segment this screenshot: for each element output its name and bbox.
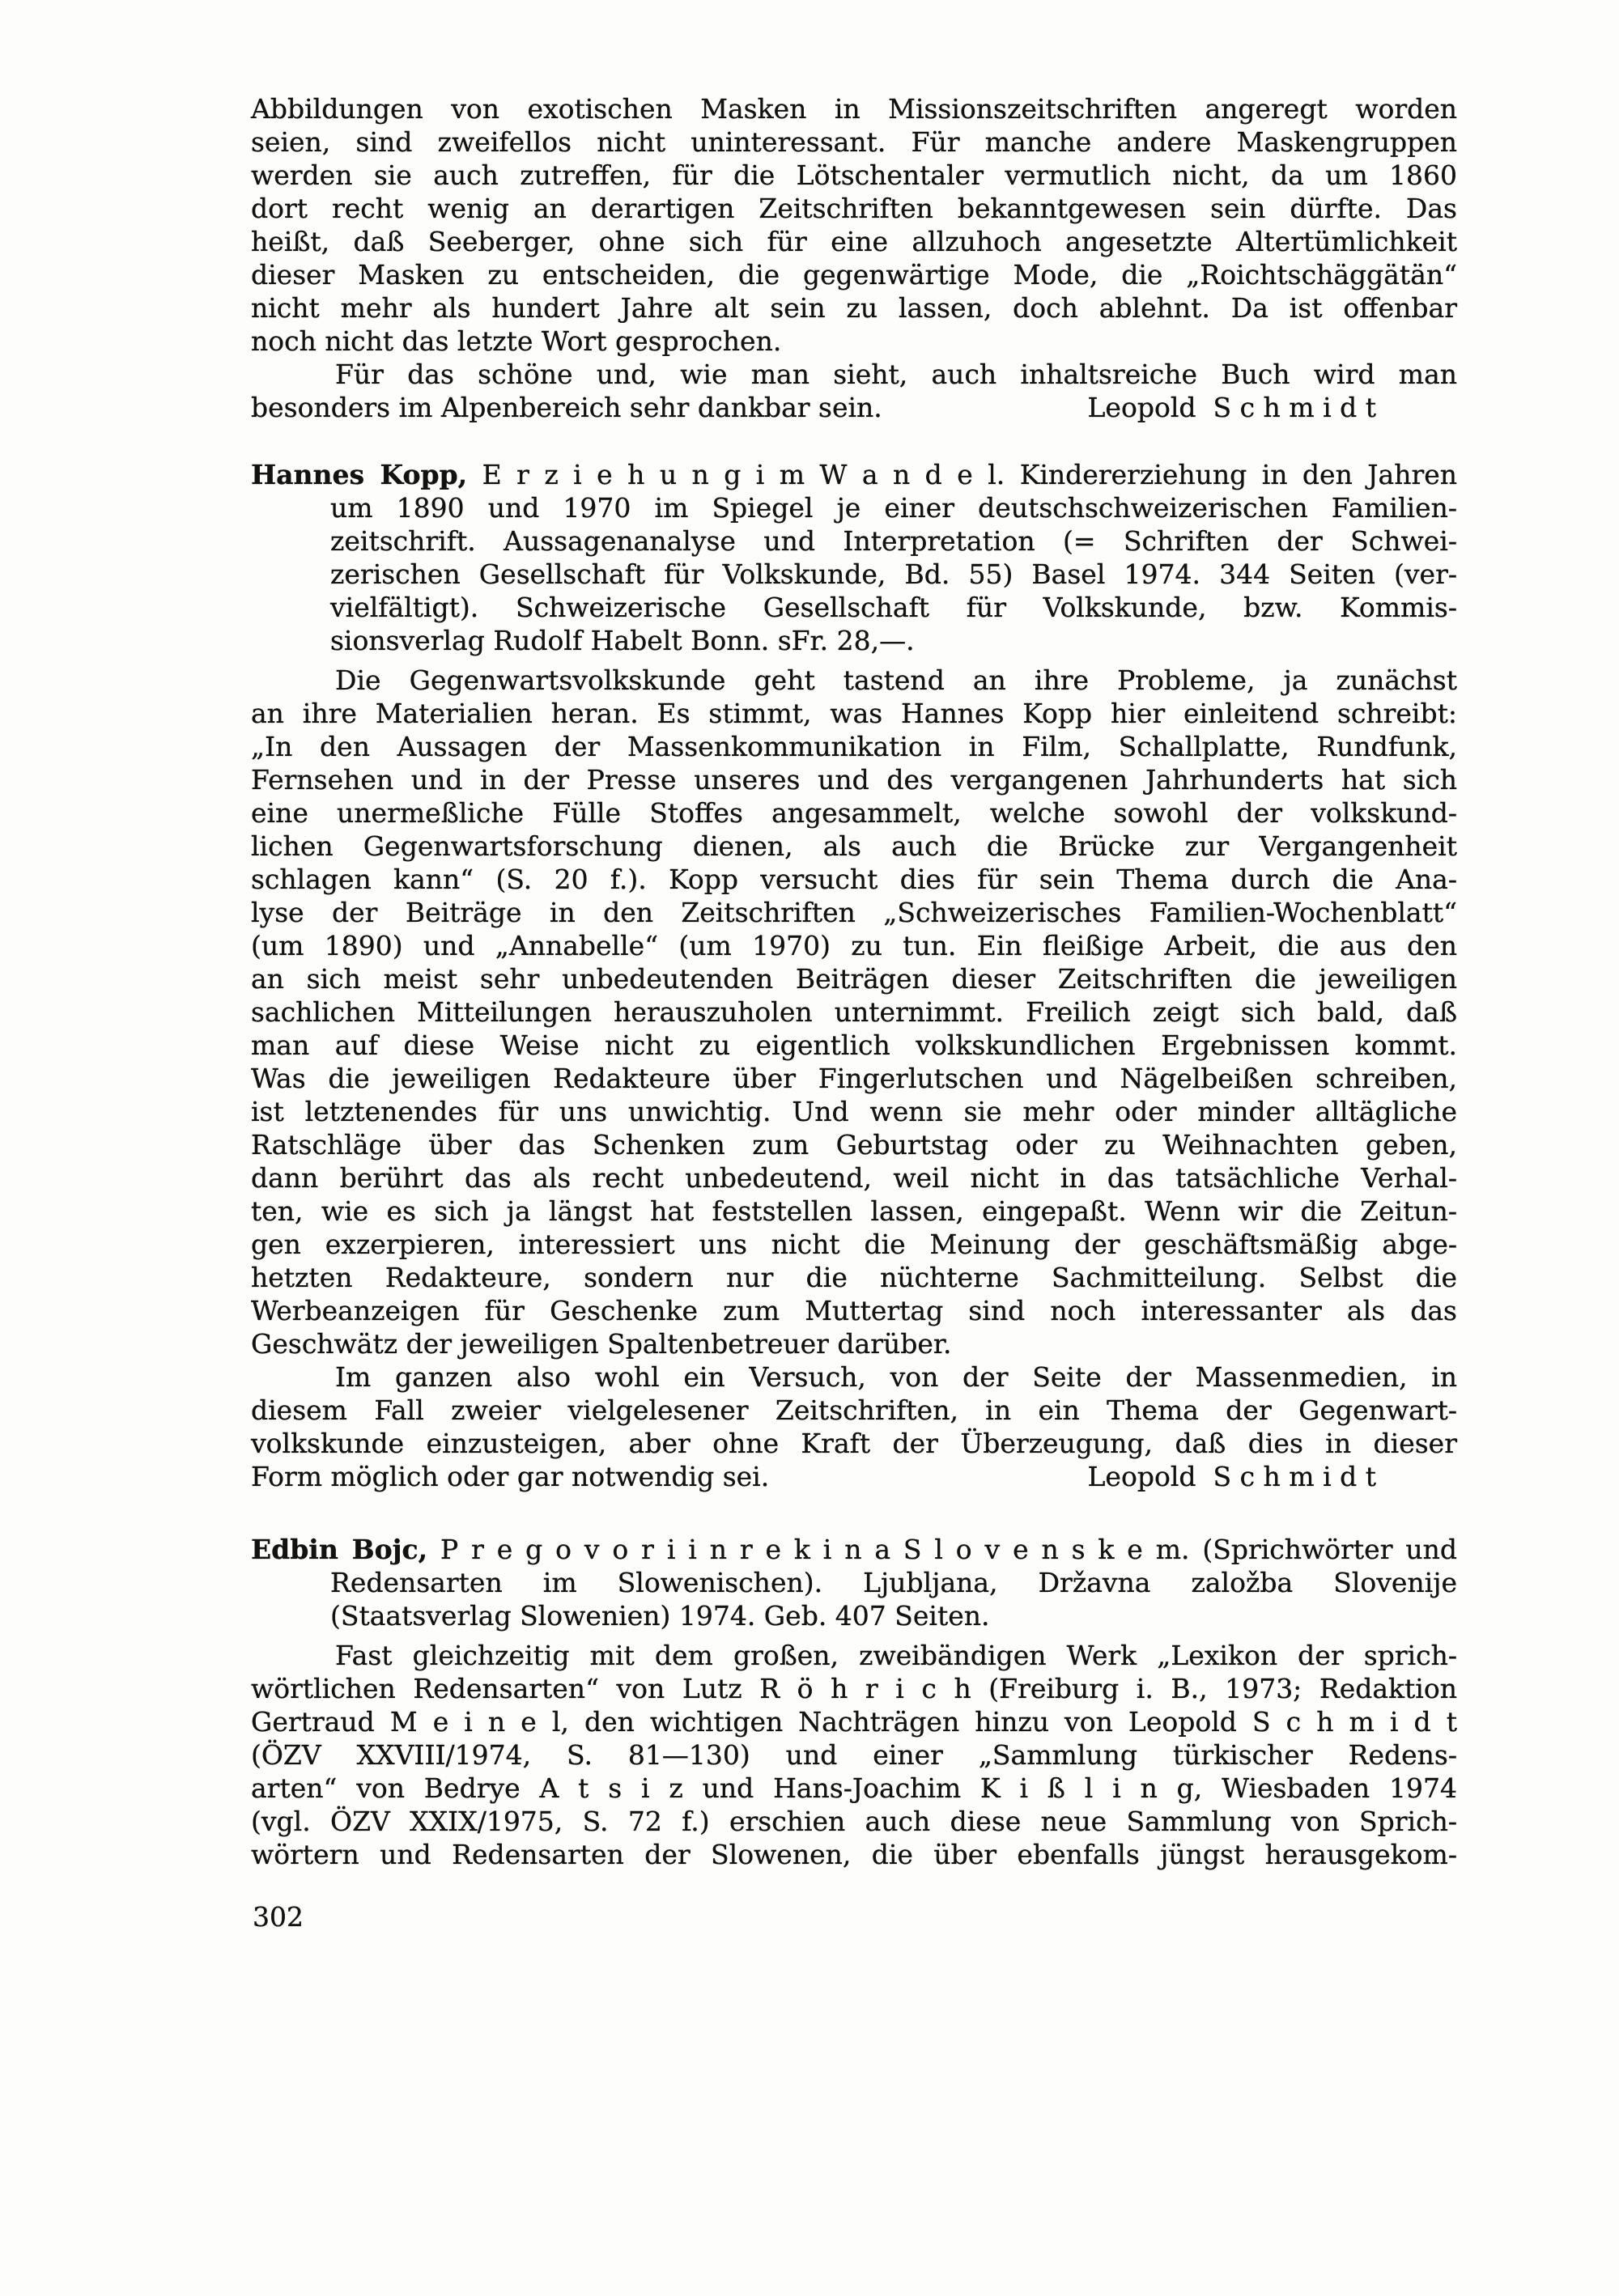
text-line: Gertraud M e i n e l, den wichtigen Nachträgen hinzu von Leopold S c h m i d t [251, 1706, 1457, 1738]
line-text: besonders im Alpenbereich sehr dankbar sein. [251, 392, 882, 423]
paragraph [251, 1639, 1457, 1871]
text-line: gen exzerpieren, interessiert uns nicht die Meinung der geschäftsmäßig abge- [251, 1229, 1457, 1260]
text-line: arten“ von Bedrye A t s i z und Hans-Joachim K i ß l i n g, Wiesbaden 1974 [251, 1772, 1457, 1804]
text-line: wörtlichen Redensarten“ von Lutz R ö h r i c h (Freiburg i. B., 1973; Redaktion [251, 1673, 1457, 1704]
paragraph [251, 358, 1457, 424]
text-line: lichen Gegenwartsforschung dienen, als auch die Brücke zur Vergangenheit [251, 830, 1457, 862]
text-line: volkskunde einzusteigen, aber ohne Kraft der Überzeugung, daß dies in dieser [251, 1428, 1457, 1459]
text-line: seien, sind zweifellos nicht uninteressant. Für manche andere Maskengruppen [251, 126, 1457, 158]
paragraph [251, 92, 1457, 358]
text-line: werden sie auch zutreffen, für die Lötschentaler vermutlich nicht, da um 1860 [251, 159, 1457, 191]
text-line: dort recht wenig an derartigen Zeitschriften bekanntgewesen sein dürfte. Das [251, 193, 1457, 224]
reviewer-signature: Leopold S c h m i d t [1087, 1461, 1376, 1492]
text-line: an ihre Materialien heran. Es stimmt, was Hannes Kopp hier einleitend schreibt: [251, 698, 1457, 729]
text-line: Geschwätz der jeweiligen Spaltenbetreuer darüber. [251, 1328, 952, 1360]
text-line: sachlichen Mitteilungen herauszuholen unternimmt. Freilich zeigt sich bald, daß [251, 996, 1457, 1028]
page-number: 302 [253, 1901, 304, 1933]
paragraph [251, 664, 1457, 1360]
text-line: Edbin Bojc, P r e g o v o r i i n r e k i n a S l o v e n s k e m. (Sprichwörter und [251, 1534, 1457, 1565]
text-line: Abbildungen von exotischen Masken in Missionszeitschriften angeregt worden [251, 93, 1457, 125]
signature-line [251, 1460, 1457, 1493]
text-line: zerischen Gesellschaft für Volkskunde, Bd. 55) Basel 1974. 344 Seiten (ver- [330, 558, 1457, 590]
text-line: Für das schöne und, wie man sieht, auch inhaltsreiche Buch wird man [335, 359, 1457, 390]
text-line: (ÖZV XXVIII/1974, S. 81—130) und einer „Sammlung türkischer Redens- [251, 1739, 1457, 1771]
text-line: wörtern und Redensarten der Slowenen, die über ebenfalls jüngst herausgekom- [251, 1839, 1457, 1870]
bibliography-entry [251, 1533, 1457, 1632]
text-line: Ratschläge über das Schenken zum Geburtstag oder zu Weihnachten geben, [251, 1129, 1457, 1161]
text-line: Fernsehen und in der Presse unseres und des vergangenen Jahrhunderts hat sich [251, 764, 1457, 796]
text-line: an sich meist sehr unbedeutenden Beiträgen dieser Zeitschriften die jeweiligen [251, 963, 1457, 995]
text-line: Redensarten im Slowenischen). Ljubljana, Državna založba Slovenije [330, 1567, 1457, 1598]
reviewer-signature: Leopold S c h m i d t [1087, 392, 1376, 423]
text-line: nicht mehr als hundert Jahre alt sein zu lassen, doch ablehnt. Da ist offenbar [251, 292, 1457, 324]
text-line: Im ganzen also wohl ein Versuch, von der Seite der Massenmedien, in [335, 1361, 1457, 1393]
text-line: Was die jeweiligen Redakteure über Fingerlutschen und Nägelbeißen schreiben, [251, 1063, 1457, 1094]
text-line: Fast gleichzeitig mit dem großen, zweibändigen Werk „Lexikon der sprich- [335, 1640, 1457, 1671]
text-line: Werbeanzeigen für Geschenke zum Muttertag sind noch interessanter als das [251, 1295, 1457, 1326]
text-line: noch nicht das letzte Wort gesprochen. [251, 325, 782, 357]
text-block [251, 92, 1457, 1871]
text-line: „In den Aussagen der Massenkommunikation in Film, Schallplatte, Rundfunk, [251, 731, 1457, 762]
text-line: lyse der Beiträge in den Zeitschriften „Schweizerisches Familien-Wochenblatt“ [251, 897, 1457, 928]
text-line: hetzten Redakteure, sondern nur die nüchterne Sachmitteilung. Selbst die [251, 1262, 1457, 1293]
text-line: sionsverlag Rudolf Habelt Bonn. sFr. 28,—. [330, 625, 915, 656]
bibliography-entry [251, 458, 1457, 657]
text-line: Hannes Kopp, E r z i e h u n g i m W a n d e l. Kindererziehung in den Jahren [251, 459, 1457, 490]
line-text: Form möglich oder gar notwendig sei. [251, 1461, 770, 1492]
text-line: man auf diese Weise nicht zu eigentlich volkskundlichen Ergebnissen kommt. [251, 1029, 1457, 1061]
text-line: schlagen kann“ (S. 20 f.). Kopp versucht dies für sein Thema durch die Ana- [251, 864, 1457, 895]
text-line: diesem Fall zweier vielgelesener Zeitschriften, in ein Thema der Gegenwart- [251, 1394, 1457, 1426]
text-line: vielfältigt). Schweizerische Gesellschaft für Volkskunde, bzw. Kommis- [330, 592, 1457, 623]
text-line: Die Gegenwartsvolkskunde geht tastend an ihre Probleme, ja zunächst [335, 664, 1457, 696]
signature-line [251, 391, 1457, 424]
text-line: (um 1890) und „Annabelle“ (um 1970) zu tun. Ein fleißige Arbeit, die aus den [251, 930, 1457, 961]
text-line: zeitschrift. Aussagenanalyse und Interpretation (= Schriften der Schwei- [330, 525, 1457, 557]
text-line: dann berührt das als recht unbedeutend, weil nicht in das tatsächliche Verhal- [251, 1162, 1457, 1194]
author-name: Edbin Bojc, [251, 1534, 428, 1565]
paragraph [251, 1360, 1457, 1493]
text-line: dieser Masken zu entscheiden, die gegenwärtige Mode, die „Roichtschäggätän“ [251, 259, 1457, 291]
text-line: ten, wie es sich ja längst hat feststellen lassen, eingepaßt. Wenn wir die Zeitun- [251, 1195, 1457, 1227]
text-line: (vgl. ÖZV XXIX/1975, S. 72 f.) erschien auch diese neue Sammlung von Sprich- [251, 1806, 1457, 1837]
text-line: (Staatsverlag Slowenien) 1974. Geb. 407 Seiten. [330, 1600, 990, 1632]
text-line: eine unermeßliche Fülle Stoffes angesammelt, welche sowohl der volkskund- [251, 797, 1457, 829]
text-line: um 1890 und 1970 im Spiegel je einer deutschschweizerischen Familien- [330, 492, 1457, 524]
author-name: Hannes Kopp, [251, 459, 468, 490]
text-line: heißt, daß Seeberger, ohne sich für eine allzuhoch angesetzte Altertümlichkeit [251, 226, 1457, 257]
text-line: ist letztenendes für uns unwichtig. Und wenn sie mehr oder minder alltägliche [251, 1096, 1457, 1127]
